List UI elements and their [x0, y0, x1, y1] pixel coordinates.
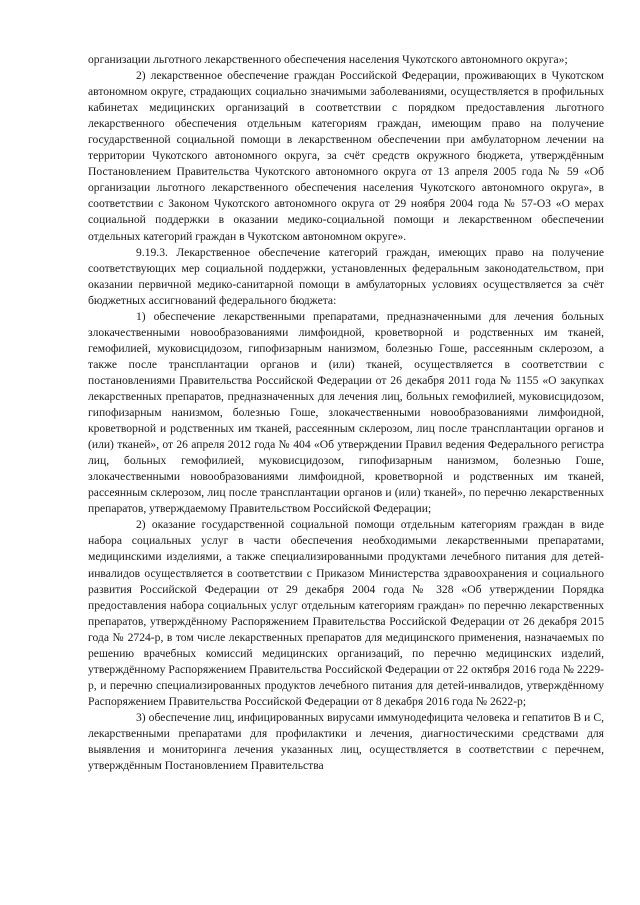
- paragraph-section-9-19-3: 9.19.3. Лекарственное обеспечение категорий граждан, имеющих право на получение соответствующих мер социальной поддержки, установленных федеральным законодательством, при оказании первичной медико-санитарной помощи в амбулаторных условиях осуществляется за счёт бюджетных ассигнований федерального бюджета:: [88, 245, 604, 307]
- paragraph-subitem-2: 2) оказание государственной социальной помощи отдельным категориям граждан в виде набора социальных услуг в части обеспечения необходимыми лекарственными препаратами, медицинскими изделиями, а также специализированными продуктами лечебного питания для детей-инвалидов осуществляется в соответствии с Приказом Министерства здравоохранения и социального развития Российской Федерации от 29 декабря 2004 года № 328 «Об утверждении Порядка предоставления набора социальных услуг отдельным категориям граждан» по перечню лекарственных препаратов, утверждённому Распоряжением Правительства Российской Федерации от 26 декабря 2015 года № 2724-р, в том числе лекарственных препаратов для медицинского применения, назначаемых по решению врачебных комиссий медицинских организаций, по перечню медицинских изделий, утверждённому Распоряжением Правительства Российской Федерации от 22 октября 2016 года № 2229-р, и перечню специализированных продуктов лечебного питания для детей-инвалидов, утверждённому Распоряжением Правительства Российской Федерации от 8 декабря 2016 года № 2622-р;: [88, 518, 604, 708]
- paragraph-subitem-3: 3) обеспечение лиц, инфицированных вирусами иммунодефицита человека и гепатитов В и С, лекарственными препаратами для профилактики и лечения, диагностическими средствами для выявления и мониторинга лечения указанных лиц, осуществляется в соответствии с перечнем, утверждённым Постановлением Правительства: [88, 710, 604, 773]
- paragraph-continuation: организации льготного лекарственного обеспечения населения Чукотского автономного округа»;: [88, 53, 568, 66]
- paragraph-subitem-1: 1) обеспечение лекарственными препаратами, предназначенными для лечения больных злокачественными новообразованиями лимфоидной, кроветворной и родственных им тканей, гемофилией, муковисцидозом, гипофизарным нанизмом, болезнью Гоше, рассеянным склерозом, а также после трансплантации органов и (или) тканей, осуществляется в соответствии с постановлениями Правительства Российской Федерации от 26 декабря 2011 года № 1155 «О закупках лекарственных препаратов, предназначенных для лечения лиц, больных гемофилией, муковисцидозом, гипофизарным нанизмом, болезнью Гоше, злокачественными новообразованиями лимфоидной, кроветворной и родственных им тканей, рассеянным склерозом, лиц после трансплантации органов и (или) тканей», от 26 апреля 2012 года № 404 «Об утверждении Правил ведения Федерального регистра лиц, больных гемофилией, муковисцидозом, гипофизарным нанизмом, болезнью Гоше, злокачественными новообразованиями лимфоидной, кроветворной и родственных им тканей, рассеянным склерозом, лиц после трансплантации органов и (или) тканей», по перечню лекарственных препаратов, утверждаемому Правительством Российской Федерации;: [88, 309, 604, 516]
- document-body: [88, 52, 604, 774]
- paragraph-item-2: 2) лекарственное обеспечение граждан Российской Федерации, проживающих в Чукотском автономном округе, страдающих социально значимыми заболеваниями, осуществляется в профильных кабинетах медицинских организаций в соответствии с порядком предоставления льготного лекарственного обеспечения отдельным категориям граждан, имеющим право на получение государственной социальной помощи в лекарственном обеспечении при амбулаторном лечении на территории Чукотского автономного округа, за счёт средств окружного бюджета, утверждённым Постановлением Правительства Чукотского автономного округа от 13 апреля 2005 года № 59 «Об организации льготного лекарственного обеспечения населения Чукотского автономного округа», в соответствии с Законом Чукотского автономного округа от 29 ноября 2004 года № 57-ОЗ «О мерах социальной поддержки в оказании медико-социальной помощи и лекарственном обеспечении отдельных категорий граждан в Чукотском автономном округе».: [88, 69, 604, 243]
